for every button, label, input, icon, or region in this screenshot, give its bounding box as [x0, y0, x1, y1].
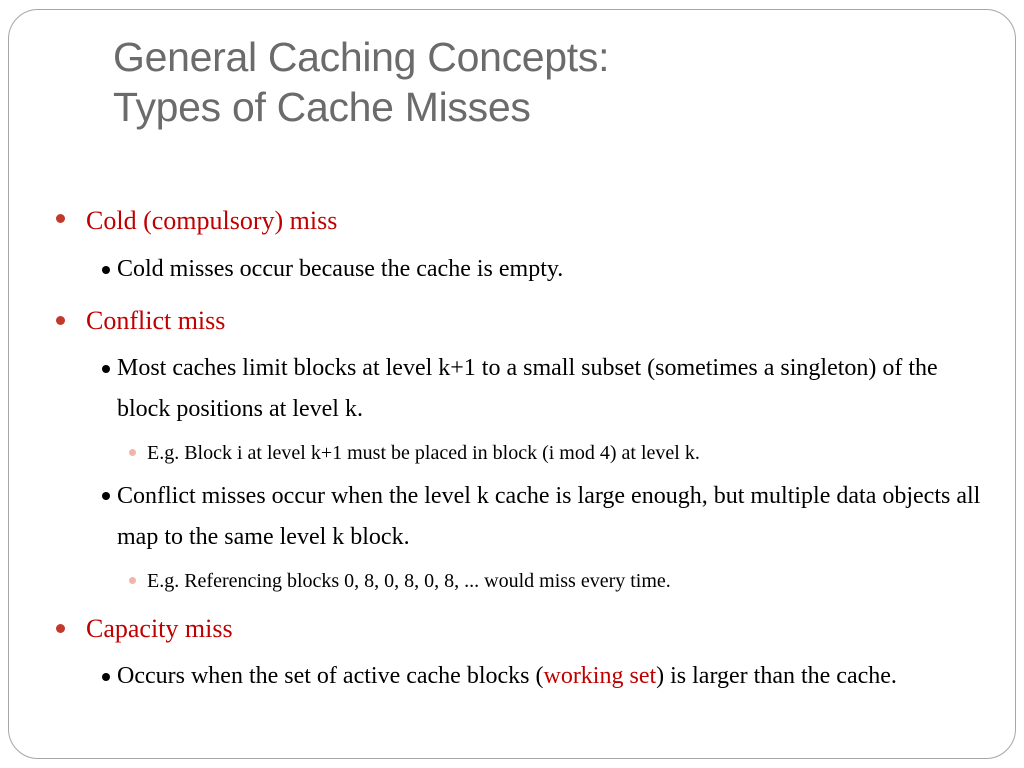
- bullet-dot-icon: [129, 577, 136, 584]
- title-line-1: General Caching Concepts:: [113, 34, 610, 80]
- capacity-text-before: Occurs when the set of active cache blocks (: [117, 663, 544, 689]
- conflict-miss-description: Most caches limit blocks at level k+1 to a small subset (sometimes a singleton) of the block positions at level k.: [117, 355, 938, 422]
- capacity-miss-description: [117, 656, 997, 697]
- bullet-dot-icon: [129, 449, 136, 456]
- bullet-conflict-miss: Conflict miss: [86, 306, 226, 335]
- bullet-dot-icon: [102, 266, 110, 274]
- bullet-dot-icon: [102, 365, 110, 373]
- conflict-miss-example-1: E.g. Block i at level k+1 must be placed in block (i mod 4) at level k.: [147, 442, 700, 464]
- bullet-capacity-miss: Capacity miss: [86, 614, 233, 643]
- bullet-dot-icon: [102, 673, 110, 681]
- title-line-2: Types of Cache Misses: [113, 84, 531, 130]
- bullet-cold-miss: Cold (compulsory) miss: [86, 206, 338, 235]
- bullet-dot-icon: [56, 214, 65, 223]
- conflict-miss-example-2: E.g. Referencing blocks 0, 8, 0, 8, 0, 8, ... would miss every time.: [147, 570, 671, 592]
- bullet-dot-icon: [102, 492, 110, 500]
- bullet-dot-icon: [56, 316, 65, 325]
- cold-miss-description: Cold misses occur because the cache is empty.: [117, 256, 564, 282]
- capacity-text-after: ) is larger than the cache.: [656, 663, 897, 689]
- conflict-miss-explanation: Conflict misses occur when the level k cache is large enough, but multiple data objects all map to the same level k block.: [117, 483, 981, 550]
- slide-title: [113, 32, 609, 132]
- working-set-highlight: working set: [543, 663, 657, 689]
- bullet-dot-icon: [56, 624, 65, 633]
